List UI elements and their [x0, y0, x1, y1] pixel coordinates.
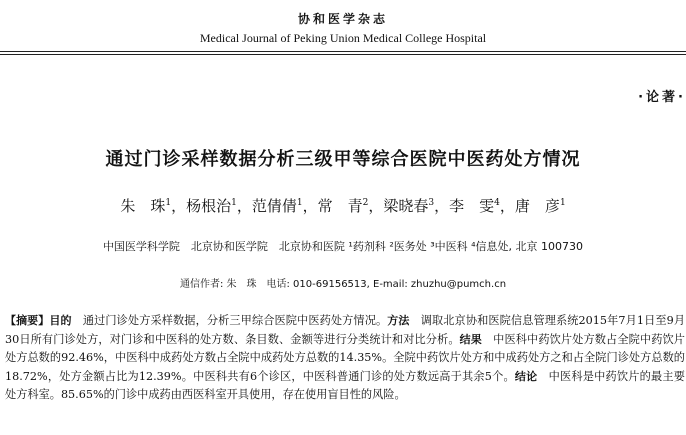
journal-name-cn: 协和医学杂志: [297, 12, 388, 26]
author-affiliation-mark: 3: [428, 198, 435, 208]
conclusion-label: 结论: [514, 369, 538, 383]
affiliation: 中国医学科学院 北京协和医学院 北京协和医院 ¹药剂科 ²医务处 ³中医科 ⁴信息处, 北京 100730: [102, 240, 584, 253]
method-text: 调取北京协和医院信息管理系统2015年7月1日至9月30日所有门诊处方，对门诊和中医科的处方数、条目数、金额等进行分类统计和对比分析。: [5, 314, 686, 346]
header-rule-top: [0, 51, 686, 52]
abstract: [5, 312, 685, 405]
author-name: 李 雯: [449, 197, 495, 215]
conclusion-text: 中医科是中药饮片的最主要处方科室。85.65%的门诊中成药由西医科室开具使用，存在使用盲目性的风险。: [5, 369, 685, 401]
author-affiliation-mark: 1: [559, 198, 566, 208]
journal-header: [0, 10, 686, 46]
purpose-label: 目的: [49, 314, 72, 327]
author-name: 常 青: [317, 197, 363, 215]
author-name: 杨根治: [186, 197, 232, 215]
author-affiliation-mark: 1: [231, 198, 237, 208]
result-label: 结果: [459, 332, 482, 346]
section-label: ·论著·: [638, 90, 686, 105]
author-name: 范倩倩: [251, 197, 297, 215]
abstract-label: 【摘要】: [5, 314, 50, 327]
paper-title: 通过门诊采样数据分析三级甲等综合医院中医药处方情况: [105, 149, 581, 170]
author-affiliation-mark: 1: [296, 198, 303, 208]
author-list: 朱 珠$^1$，杨根治$^1$，范倩倩$^1$，常 青$^2$，梁晓春$^3$，李 雯$^4$，唐 彦$^1$: [120, 197, 566, 215]
journal-name-en: Medical Journal of Peking Union Medical College Hospital: [199, 31, 487, 45]
author-name: 朱 珠: [120, 197, 166, 215]
author-name: 梁晓春: [383, 197, 429, 215]
author-name: 唐 彦: [514, 197, 560, 215]
author-affiliation-mark: 1: [165, 198, 172, 208]
header-rule-bottom: [0, 54, 686, 55]
method-label: 方法: [387, 314, 410, 327]
author-affiliation-mark: 2: [362, 198, 369, 208]
correspondence: 通信作者: 朱 珠 电话: 010-69156513, E-mail: zhuzhu@pumch.cn: [179, 279, 507, 290]
result-text: 中医科中药饮片处方数占全院中药饮片处方总数的92.46%，中医科中成药处方数占全院中成药处方总数的14.35%。全院中药饮片处方和中成药处方之和占全院门诊处方总数的18.72%，处方金额占比为12.39%。中医科共有6个诊区，中医科普通门诊的处方数远高于其余5个。: [5, 332, 685, 383]
author-affiliation-mark: 4: [494, 198, 500, 208]
purpose-text: 通过门诊处方采样数据，分析三甲综合医院中医药处方情况。: [82, 314, 388, 327]
